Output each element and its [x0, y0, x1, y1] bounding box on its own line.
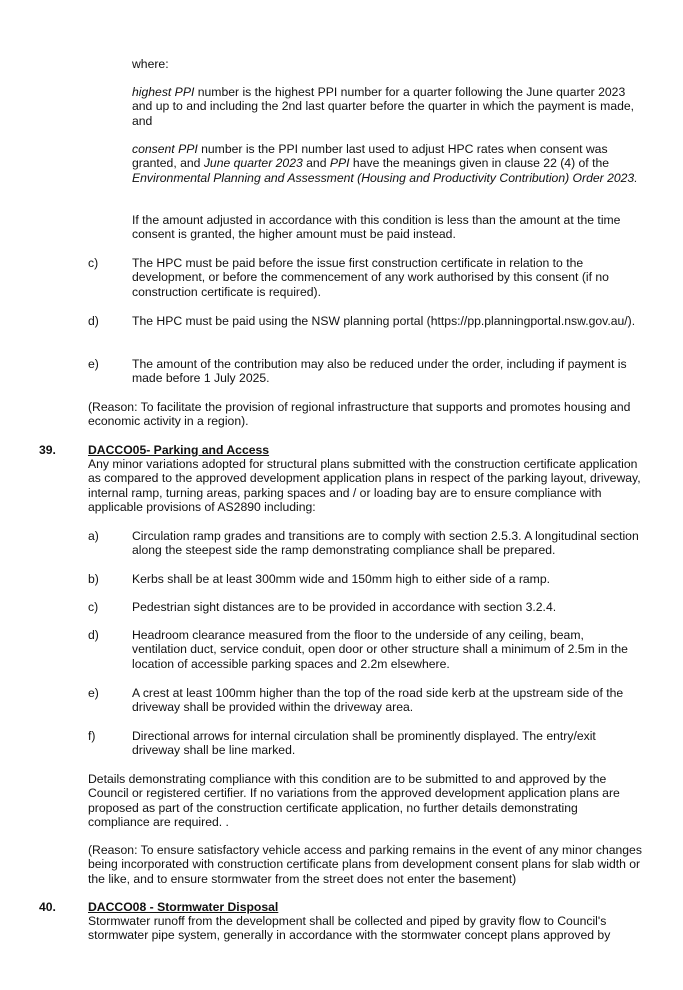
condition-39-reason: (Reason: To ensure satisfactory vehicle access and parking remains in the event of any minor changes being incorporated with construction certificate plans from development consent plans for slab width or the like, and to ensure stormwater from the street does not enter the basement)	[88, 843, 642, 886]
condition-39-title: DACCO05- Parking and Access	[88, 443, 270, 457]
hpc-item-d-text: The HPC must be paid using the NSW planning portal (https://pp.planningportal.nsw.gov.au/).	[132, 314, 636, 328]
consent-ppi-term: consent PPI	[132, 142, 198, 156]
consent-ppi-text-b: have the meanings given in clause 22 (4) of the	[349, 156, 610, 171]
condition-40-intro: Stormwater runoff from the development shall be collected and piped by gravity flow to Council's stormwater pipe system, generally in accordance with the stormwater concept plans approved by	[88, 914, 611, 943]
hpc-item-e-text: The amount of the contribution may also be reduced under the order, including if payment is made before 1 July 2025.	[132, 357, 627, 386]
condition-39-intro: Any minor variations adopted for structural plans submitted with the construction certificate application as compared to the approved development application plans in respect of the parking layout, driveway, internal ramp, turning areas, parking spaces and / or loading bay are to ensure compliance with applicable provisions of AS2890 including:	[88, 457, 641, 514]
condition-39-item-d-text: Headroom clearance measured from the floor to the underside of any ceiling, beam, ventilation duct, service conduit, open door or other structure shall a minimum of 2.5m in the location of accessible parking spaces and 2.2m elsewhere.	[132, 628, 628, 671]
condition-39-item-e-text: A crest at least 100mm higher than the top of the road side kerb at the upstream side of the driveway shall be provided within the driveway area.	[132, 686, 624, 715]
condition-40-number: 40.	[39, 900, 56, 914]
condition-39-item-f-letter: f)	[88, 729, 96, 743]
condition-39-item-d-letter: d)	[88, 628, 99, 642]
condition-39-item-e-letter: e)	[88, 686, 99, 700]
highest-ppi-text: number is the highest PPI number for a quarter following the June quarter 2023 and up to and including the 2nd last quarter before the quarter in which the payment is made, and	[132, 85, 635, 128]
condition-39-number: 39.	[39, 443, 56, 457]
condition-39-item-b-letter: b)	[88, 572, 99, 586]
hpc-item-e-letter: e)	[88, 357, 99, 371]
condition-40-title: DACCO08 - Stormwater Disposal	[88, 900, 279, 914]
hpc-reason: (Reason: To facilitate the provision of regional infrastructure that supports and promotes housing and economic activity in a region).	[88, 400, 631, 429]
condition-39-item-c-text: Pedestrian sight distances are to be provided in accordance with section 3.2.4.	[132, 600, 557, 614]
june-quarter-term: June quarter 2023	[203, 156, 303, 171]
hpc-item-d-letter: d)	[88, 314, 99, 328]
consent-ppi-definition	[132, 142, 642, 185]
condition-39-item-c-letter: c)	[88, 600, 99, 614]
adjusted-amount-note: If the amount adjusted in accordance with this condition is less than the amount at the time consent is granted, the higher amount must be paid instead.	[132, 213, 621, 242]
hpc-item-c-letter: c)	[88, 256, 99, 270]
and-word: and	[302, 156, 330, 171]
condition-39-item-a-letter: a)	[88, 529, 99, 543]
where-label: where:	[132, 57, 169, 71]
condition-39-item-f-text: Directional arrows for internal circulation shall be prominently displayed. The entry/exit driveway shall be line marked.	[132, 729, 596, 758]
order-title: Environmental Planning and Assessment (Housing and Productivity Contribution) Order 2023.	[132, 170, 638, 185]
consent-ppi-text-a: number is the PPI number last used to adjust HPC rates when consent was granted, and	[132, 142, 608, 171]
condition-39-details: Details demonstrating compliance with this condition are to be submitted to and approved by the Council or registered certifier. If no variations from the approved development application plans are proposed as part of the construction certificate application, no further details demonstrating compliance are required. .	[88, 772, 620, 829]
hpc-item-c-text: The HPC must be paid before the issue first construction certificate in relation to the development, or before the commencement of any work authorised by this consent (if no construction certificate is required).	[132, 256, 609, 299]
condition-39-item-a-text: Circulation ramp grades and transitions are to comply with section 2.5.3. A longitudinal section along the steepest side the ramp demonstrating compliance shall be prepared.	[132, 529, 639, 558]
ppi-term: PPI	[329, 156, 350, 171]
highest-ppi-term: highest PPI	[132, 85, 195, 99]
highest-ppi-definition	[132, 85, 642, 128]
condition-39-item-b-text: Kerbs shall be at least 300mm wide and 150mm high to either side of a ramp.	[132, 572, 550, 586]
